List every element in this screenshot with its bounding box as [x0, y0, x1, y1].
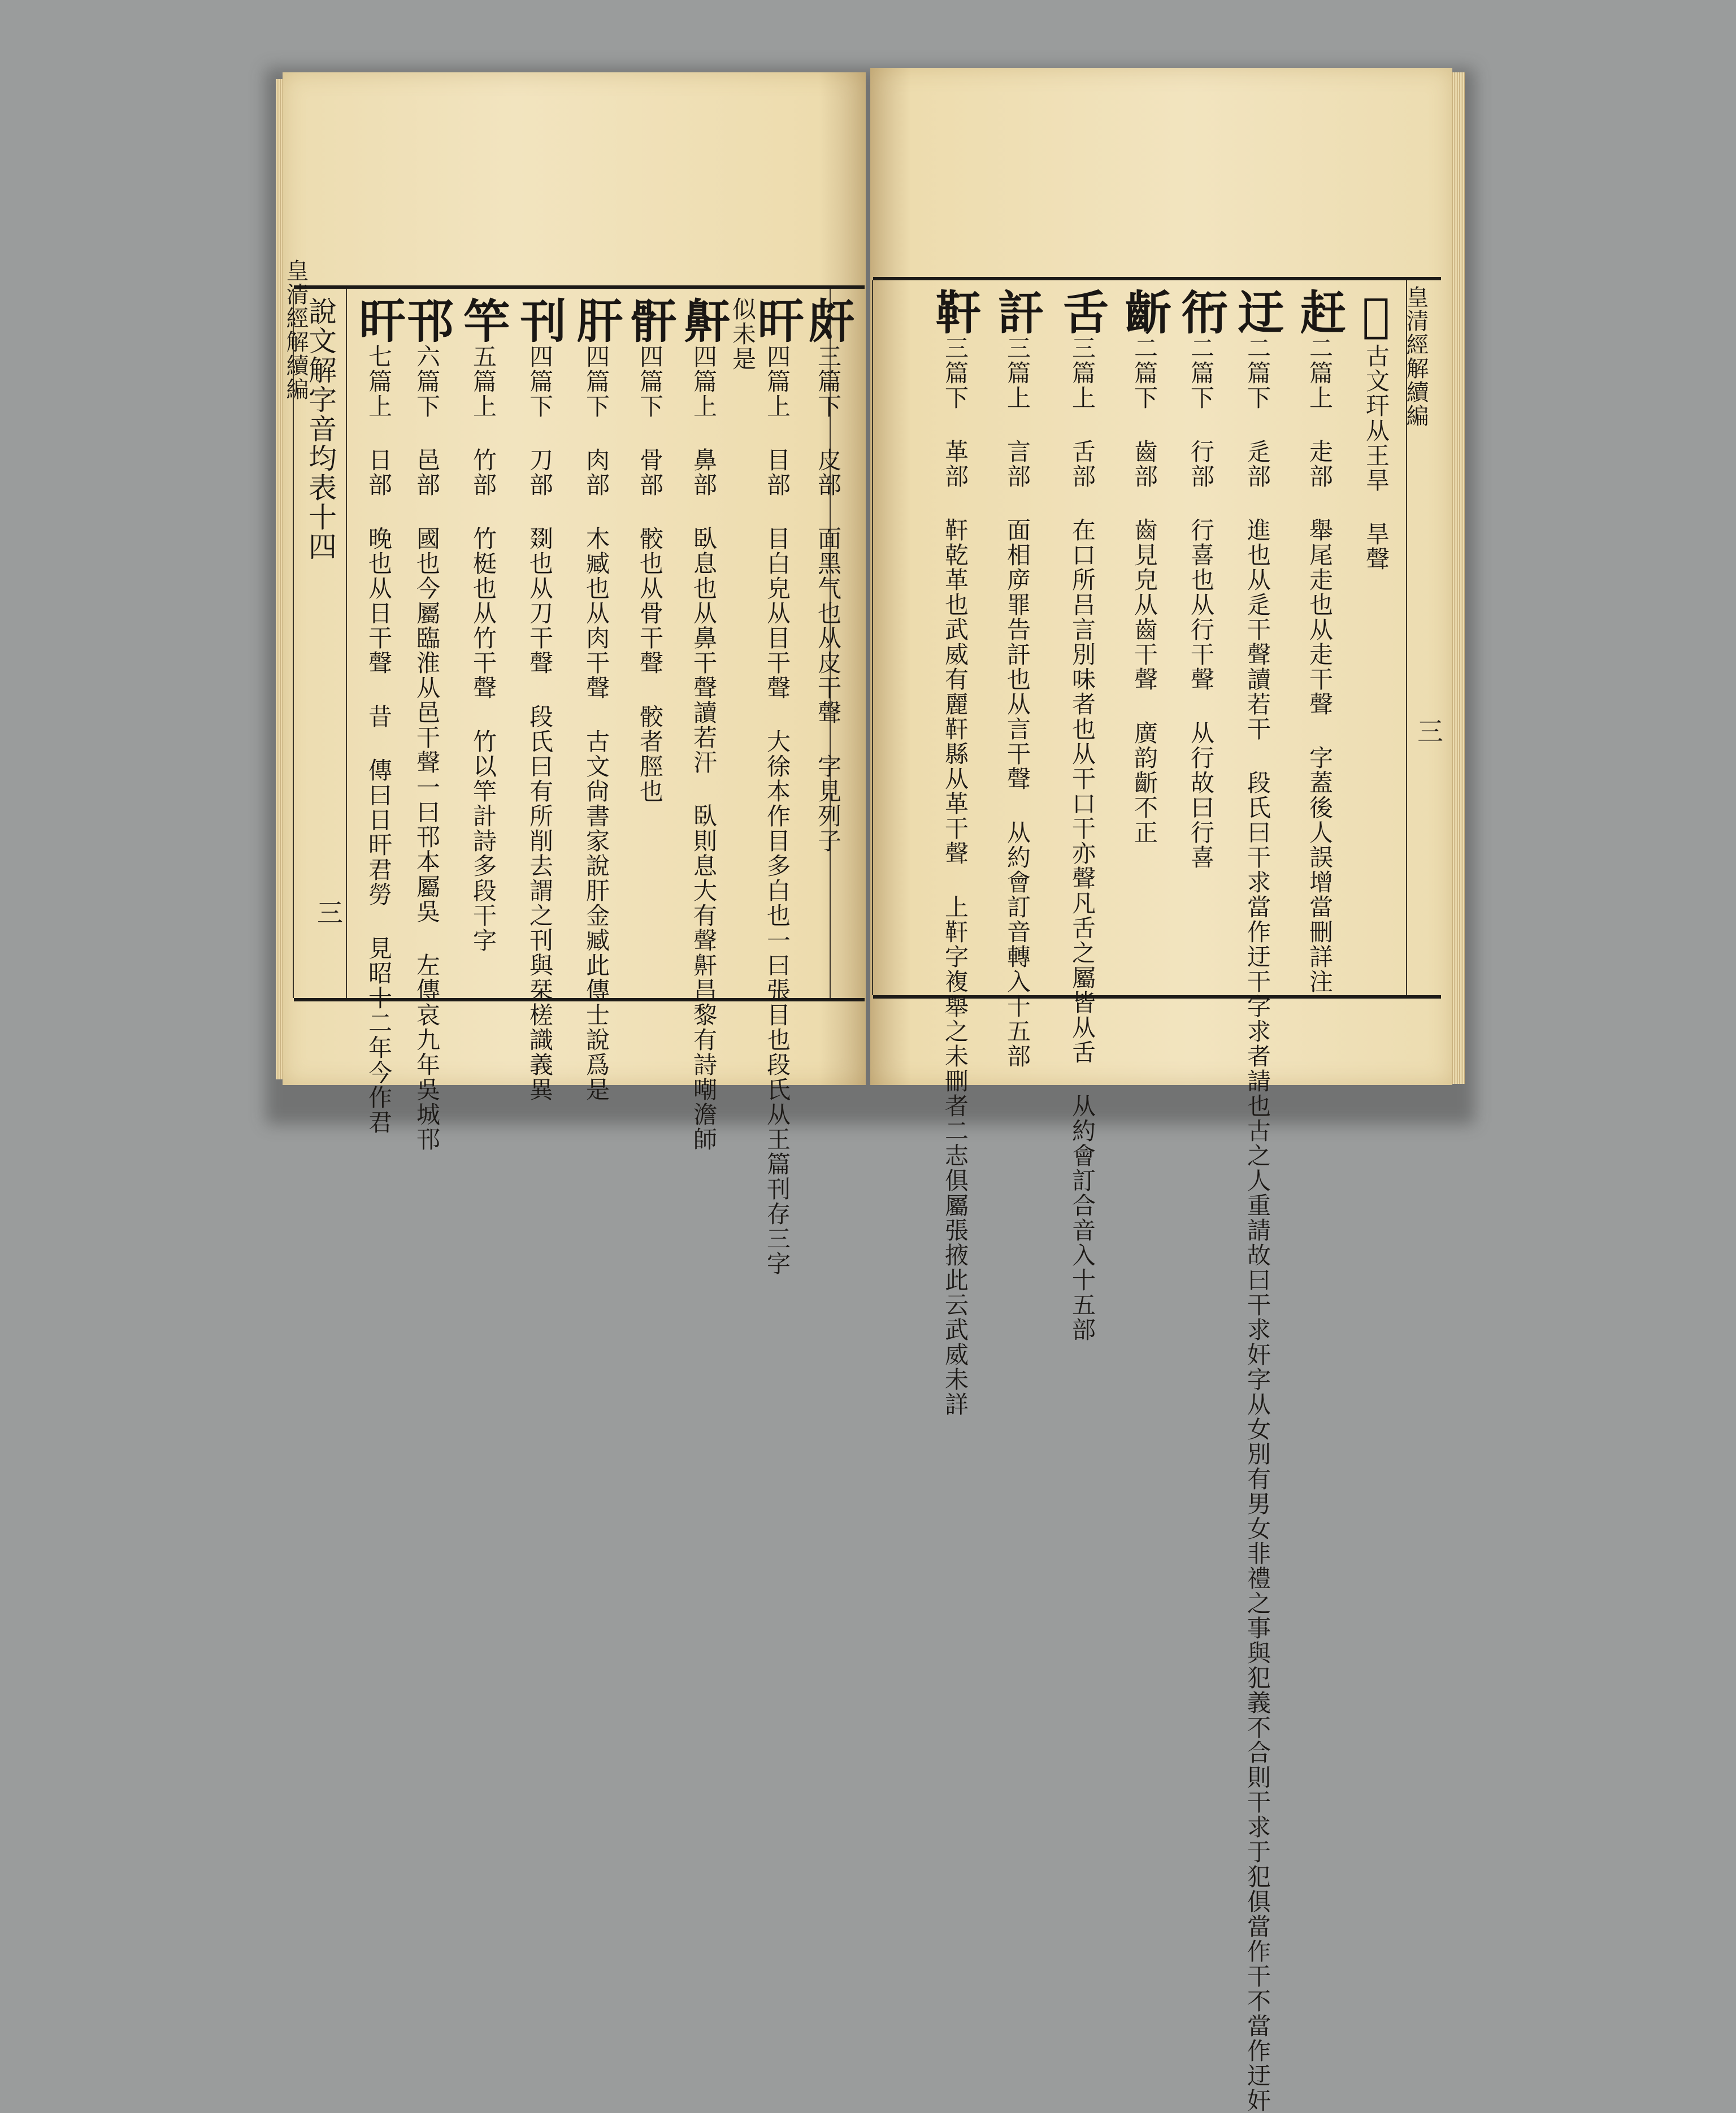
entry: [992, 288, 1043, 1069]
entry-note: 三篇下 革部 靬乾革也武威有麗靬縣从革干聲 上靬字複舉之未刪者二志俱屬張掖此云武威未詳: [941, 336, 969, 1417]
entry-head: 齗: [1117, 288, 1171, 336]
entry: [1175, 288, 1226, 870]
series-title: 皇清經解續編: [283, 259, 309, 401]
entry-note: 三篇上 言部 面相㡿罪告訐也从言干聲 从約會訂音轉入十五部: [1004, 336, 1031, 1069]
entry-head: 肝: [569, 297, 623, 344]
entry-note: 四篇下 骨部 骹也从骨干聲 骹者脛也: [636, 344, 664, 804]
series-title: 皇清經解續編: [1403, 285, 1429, 428]
entry-head: 舌: [1055, 288, 1109, 336]
entry-note: 四篇上 目部 目白皃从目干聲 大徐本作目多白也一曰張目也段氏从王篇刊存三字: [763, 344, 791, 1276]
book-title: 說文解字音均表十四: [304, 297, 337, 561]
entry-head: 靬: [928, 288, 982, 336]
entry-head: 皯: [801, 297, 855, 344]
entry-note: 四篇上 鼻部 臥息也从鼻干聲讀若汗 臥則息大有聲鼾昌黎有詩嘲澹師: [690, 344, 718, 1152]
left-text-frame: [294, 285, 865, 1276]
entry-head: 訐: [990, 288, 1044, 336]
entry-head: 鼾: [676, 297, 731, 344]
page-number: 三: [1413, 718, 1444, 744]
entry-note: 七篇上 日部 晚也从日干聲 昔 傳曰日旰君勞 見昭十二年今作君: [365, 344, 393, 1135]
entry: [1119, 288, 1170, 845]
entry-note: 六篇下 邑部 國也今屬臨淮从邑干聲一曰邗本屬吳 左傳哀九年吳城邗: [413, 344, 441, 1152]
entry-note: 三篇下 皮部 面黑气也从皮干聲 字見列子: [814, 344, 842, 853]
entry-note: 三篇上 舌部 在口所吕言別味者也从干口干亦聲凡舌之屬皆从舌 从約會訂合音入十五部: [1069, 336, 1096, 1342]
entry-note: 四篇下 刀部 剟也从刀干聲 段氏曰有所削去謂之刊與栞槎識義異: [526, 344, 554, 1102]
entry-head: 骭: [623, 297, 677, 344]
entry: [1057, 288, 1108, 1342]
entry: [930, 288, 980, 1417]
right-text-frame: [873, 277, 1441, 2113]
entry-head: 竿: [456, 297, 510, 344]
entry: [353, 297, 404, 1135]
entry-head: 邗: [400, 297, 454, 344]
entry-head: 赶: [1292, 288, 1347, 336]
entry: [624, 297, 675, 804]
entry: [802, 297, 853, 853]
entry: [1294, 288, 1345, 994]
left-page: [283, 72, 866, 1276]
entry: [1351, 288, 1401, 571]
entry: [752, 297, 802, 1276]
entry-head: 刊: [513, 297, 567, 344]
page-number: 三: [313, 899, 344, 925]
column-rule: [346, 289, 347, 998]
entry: [401, 297, 452, 1152]
column-rule: [872, 280, 873, 995]
entry-note: 二篇下 行部 行喜也从行干聲 从行故曰行喜: [1187, 336, 1215, 870]
entry: [458, 297, 509, 953]
entry: [571, 297, 622, 1102]
entry-note: 二篇上 走部 舉尾走也从走干聲 字蓋後人誤增當刪詳注: [1306, 336, 1334, 994]
entry-note: 似未是: [729, 297, 757, 371]
entry-note: 古文玕从王旱 旱聲: [1362, 344, 1390, 571]
right-page-edges: [1451, 72, 1465, 1084]
right-page: [870, 68, 1452, 2113]
entry-head: 衎: [1174, 288, 1228, 336]
entry-note: 二篇下 齒部 齒見皃从齒干聲 廣韵齗不正: [1131, 336, 1158, 845]
entry-note: 四篇下 肉部 木臧也从肉干聲 古文尙書家說肝金臧此傳士說爲是: [583, 344, 610, 1102]
entry-note: 二篇下 辵部 進也从辵干聲讀若干 段氏曰干求當作迂干字求者請也古之人重請故曰干求奸字从女別有男女非禮之事與犯義不合則干求于犯俱當作干不當作迂奸: [1244, 336, 1271, 2113]
entry-head: 𤤤: [1349, 288, 1403, 344]
entry: [678, 297, 729, 1152]
entry: [514, 297, 565, 1102]
entry-note: 五篇上 竹部 竹梃也从竹干聲 竹以竿計詩多段干字: [470, 344, 497, 953]
entry-head: 旰: [750, 297, 804, 344]
entry-head: 旰: [351, 297, 406, 344]
entry: [1232, 288, 1283, 2113]
entry-head: 迂: [1230, 288, 1284, 336]
